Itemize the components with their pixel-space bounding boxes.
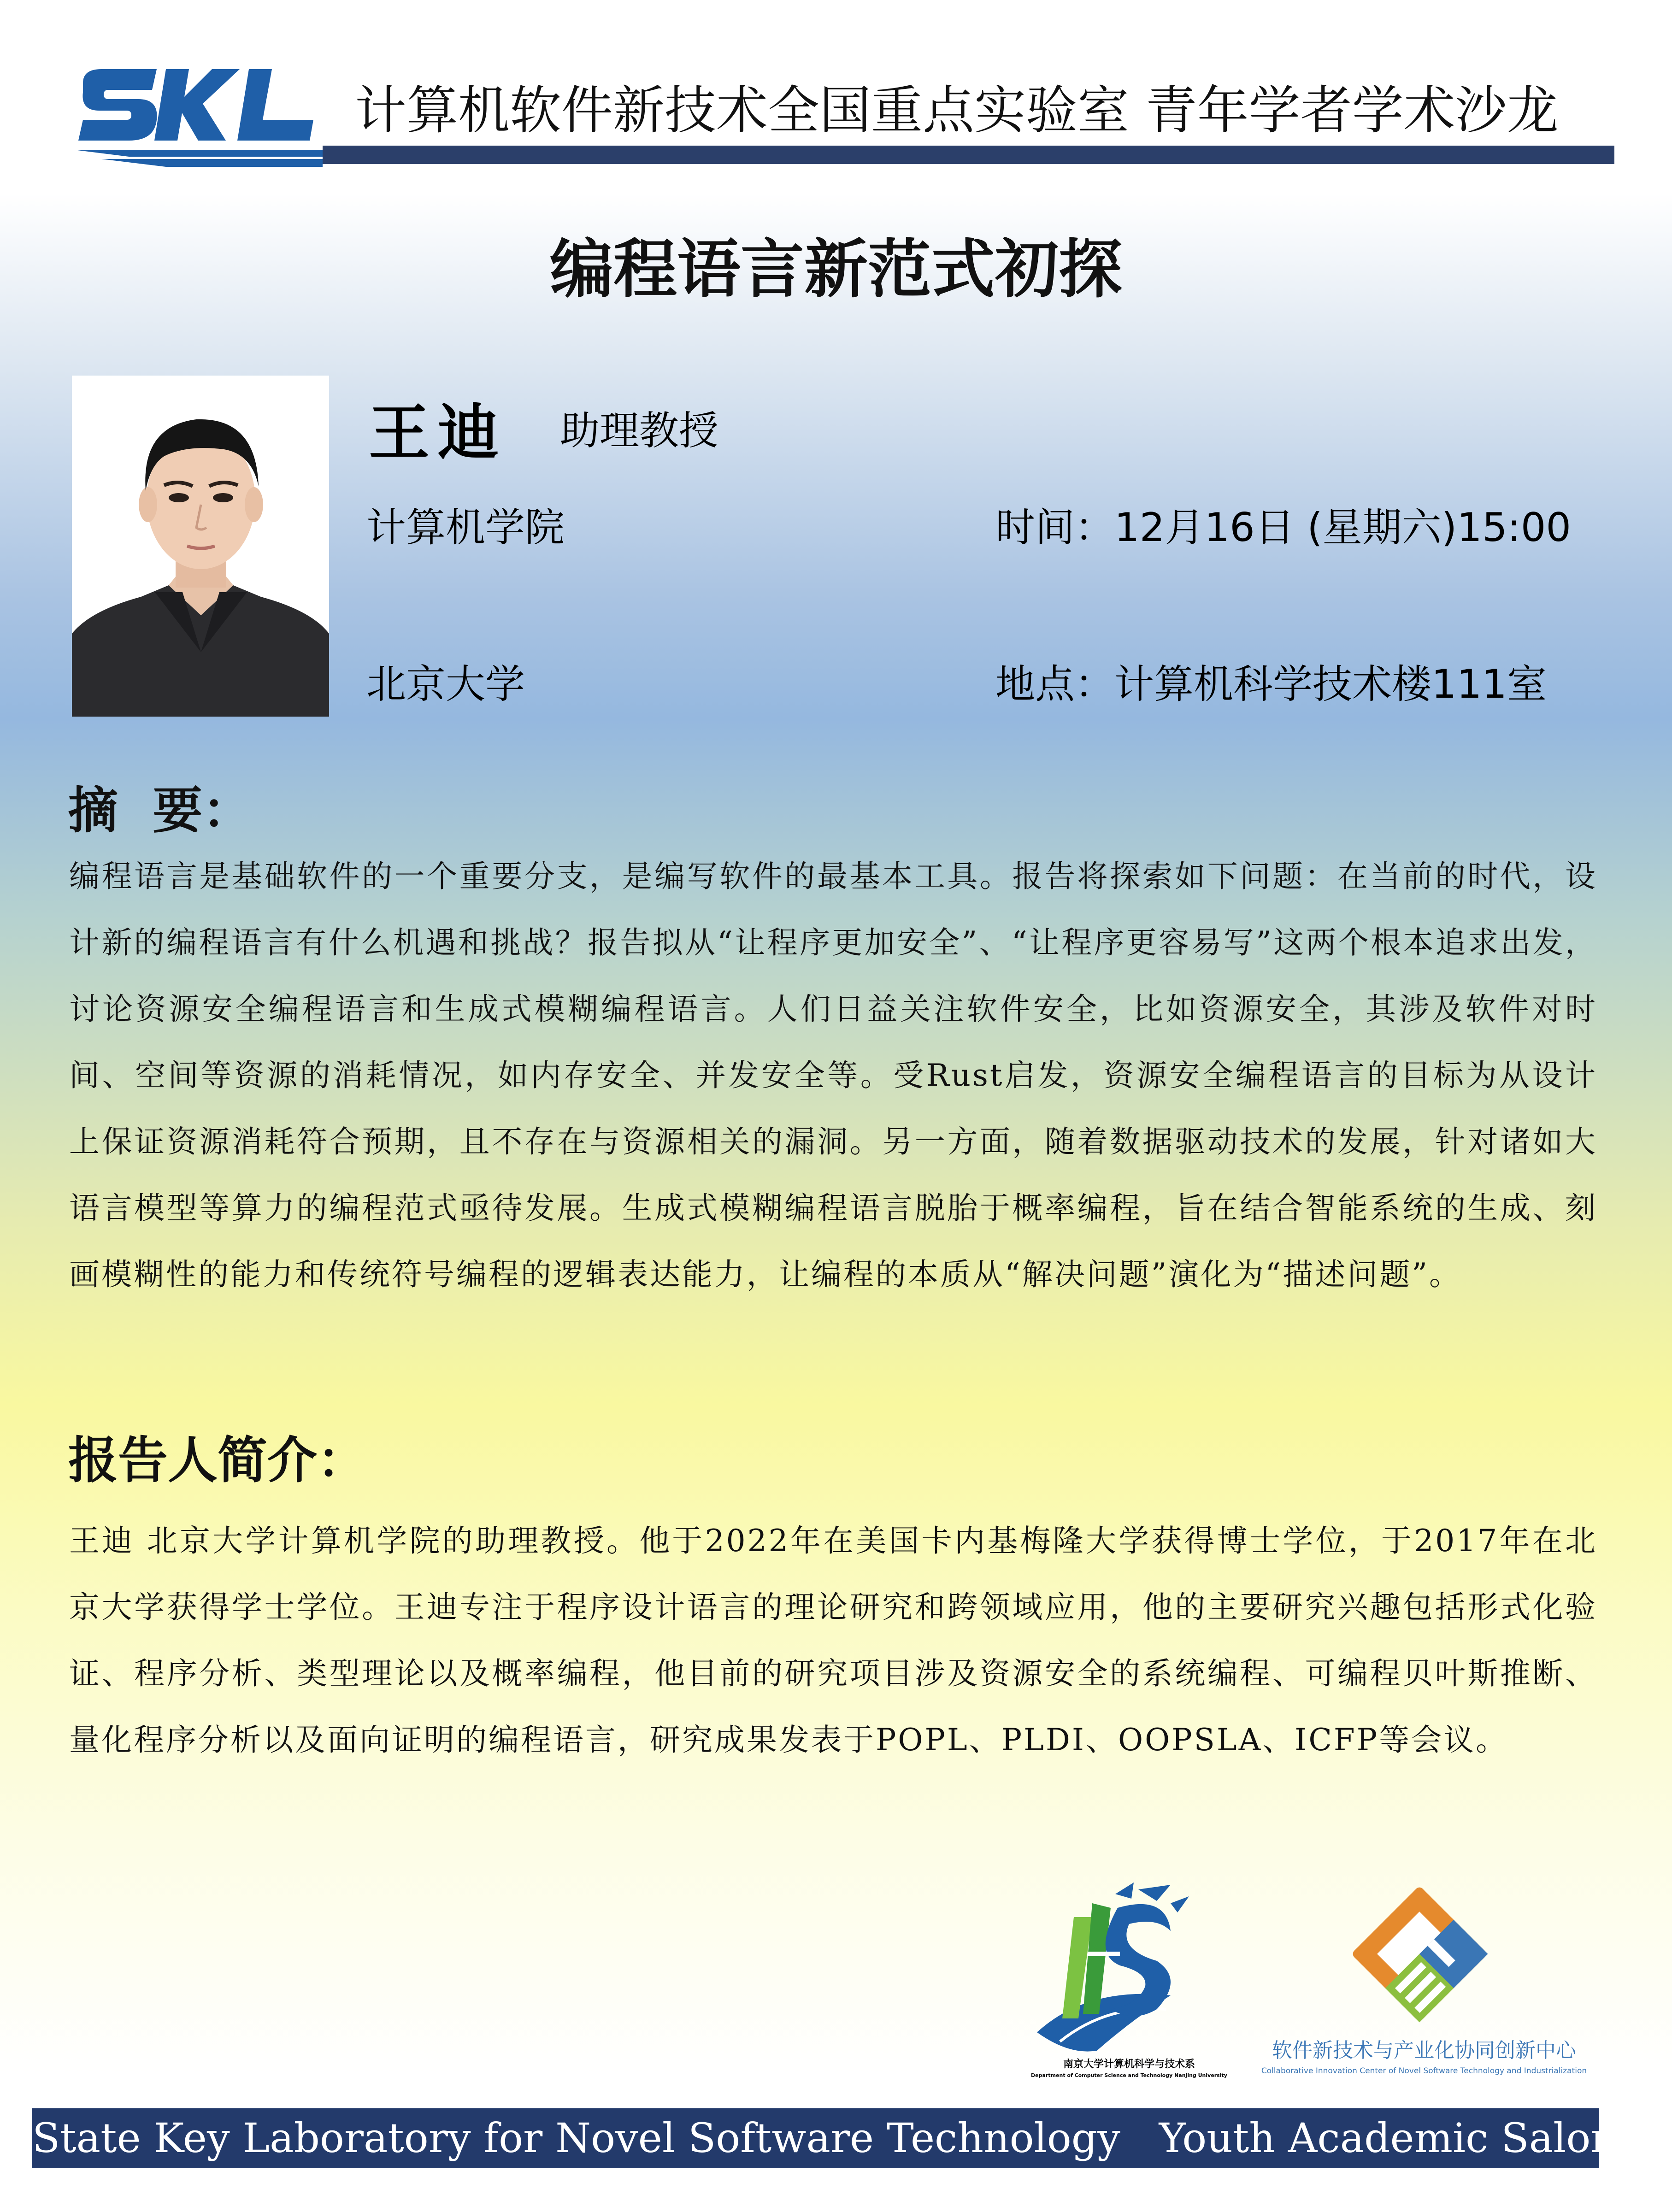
innovation-center-logo (1350, 1885, 1489, 2023)
talk-title: 编程语言新范式初探 (549, 232, 1122, 306)
event-place: 地点：计算机科学技术楼111室 (995, 661, 1547, 707)
abstract-text: 编程语言是基础软件的一个重要分支，是编写软件的最基本工具。报告将探索如下问题：在当前的时代，设计新的编程语言有什么机遇和挑战？报告拟从“让程序更加安全”、“让程序更容易写”这两个根本追求出发，讨论资源安全编程语言和生成式模糊编程语言。人们日益关注软件安全，比如资源安全，其涉及软件对时间、空间等资源的消耗情况，如内存安全、并发安全等。受Rust启发，资源安全编程语言的目标为从设计上保证资源消耗符合预期，且不存在与资源相关的漏洞。另一方面，随着数据驱动技术的发展，针对诸如大语言模型等算力的编程范式亟待发展。生成式模糊编程语言脱胎于概率编程，旨在结合智能系统的生成、刻画模糊性的能力和传统符号编程的逻辑表达能力，让编程的本质从“解决问题”演化为“描述问题”。 (69, 859, 1597, 1292)
speaker-name: 王迪 (369, 397, 507, 469)
speaker-photo (72, 376, 329, 717)
bio-heading: 报告人简介： (68, 1432, 367, 1489)
nju-caption: 南京大学计算机科学与技术系 (1063, 2059, 1195, 2070)
nju-caption-en: Department of Computer Science and Technology Nanjing University (1031, 2072, 1227, 2078)
center-caption: 软件新技术与产业化协同创新中心 (1272, 2039, 1576, 2062)
header-rule (323, 146, 1614, 164)
abstract-heading: 摘 要： (68, 782, 253, 840)
header-title: 计算机软件新技术全国重点实验室 青年学者学术沙龙 (355, 81, 1559, 141)
footer-text: State Key Laboratory for Novel Software Technology Youth Academic Salon (32, 2114, 1617, 2162)
bio-text: 王迪 北京大学计算机学院的助理教授。他于2022年在美国卡内基梅隆大学获得博士学位，于2017年在北京大学获得学士学位。王迪专注于程序设计语言的理论研究和跨领域应用，他的主要研究兴趣包括形式化验证、程序分析、类型理论以及概率编程，他目前的研究项目涉及资源安全的系统编程、可编程贝叶斯推断、量化程序分析以及面向证明的编程语言，研究成果发表于POPL、PLDI、OOPSLA、ICFP等会议。 (69, 1523, 1597, 1758)
speaker-university: 北京大学 (366, 661, 525, 707)
skl-logo (74, 65, 323, 168)
event-time: 时间：12月16日 (星期六)15:00 (995, 505, 1572, 551)
speaker-school: 计算机学院 (366, 505, 565, 551)
speaker-rank: 助理教授 (560, 408, 718, 454)
center-caption-en: Collaborative Innovation Center of Novel Software Technology and Industrialization (1261, 2066, 1587, 2076)
nju-cs-logo (1019, 1880, 1221, 2055)
